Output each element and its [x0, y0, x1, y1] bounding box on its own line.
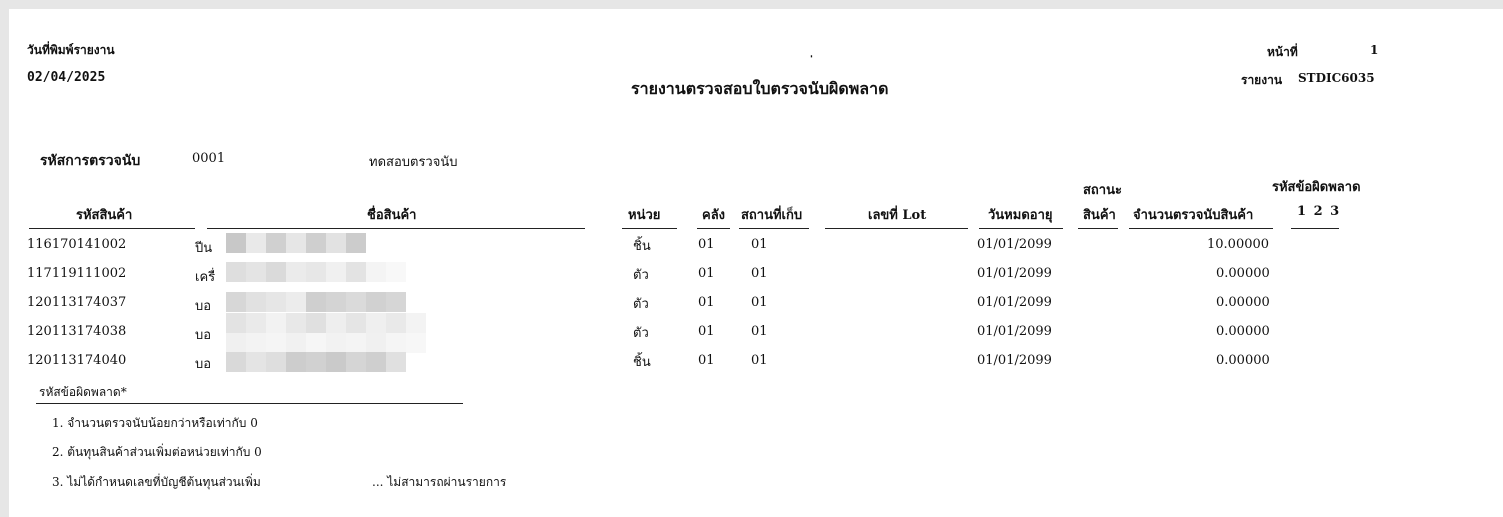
- legend-underline: [36, 403, 463, 404]
- warehouse: 01: [698, 295, 715, 310]
- redacted-block: [226, 233, 366, 253]
- product-code: 116170141002: [27, 237, 127, 252]
- col-header-unit: หน่วย: [628, 208, 661, 223]
- count-description: ทดสอบตรวจนับ: [369, 155, 458, 170]
- legend-item: 2. ต้นทุนสินค้าส่วนเพิ่มต่อหน่วยเท่ากับ 0: [52, 445, 262, 459]
- report-label: รายงาน: [1241, 73, 1283, 87]
- unit: ตัว: [633, 326, 649, 341]
- location: 01: [751, 266, 768, 281]
- count-qty: 0.00000: [1216, 353, 1270, 368]
- col-header-location: สถานที่เก็บ: [741, 208, 803, 223]
- report-page: [9, 9, 1503, 517]
- error-code-header: รหัสข้อผิดพลาด: [1272, 180, 1361, 195]
- underline-count-qty: [1129, 228, 1273, 229]
- count-qty: 0.00000: [1216, 295, 1270, 310]
- expiry-date: 01/01/2099: [977, 324, 1052, 339]
- location: 01: [751, 237, 768, 252]
- col-header-product-code: รหัสสินค้า: [76, 208, 133, 223]
- col-header-lot: เลขที่ Lot: [868, 208, 927, 223]
- unit: ตัว: [633, 268, 649, 283]
- product-code: 117119111002: [27, 266, 127, 281]
- product-code: 120113174037: [27, 295, 127, 310]
- product-name: บอ: [195, 299, 212, 314]
- col-header-error-codes: 1 2 3: [1297, 204, 1340, 219]
- underline-location: [739, 228, 809, 229]
- location: 01: [751, 324, 768, 339]
- product-code: 120113174040: [27, 353, 127, 368]
- unit: ตัว: [633, 297, 649, 312]
- legend-item: 1. จำนวนตรวจนับน้อยกว่าหรือเท่ากับ 0: [52, 416, 258, 430]
- count-qty: 0.00000: [1216, 266, 1270, 281]
- underline-error-codes: [1291, 228, 1339, 229]
- location: 01: [751, 353, 768, 368]
- expiry-date: 01/01/2099: [977, 266, 1052, 281]
- count-code: 0001: [192, 151, 226, 166]
- count-label: รหัสการตรวจนับ: [40, 153, 141, 169]
- status-header-line1: สถานะ: [1083, 183, 1122, 198]
- print-date-label: วันที่พิมพ์รายงาน: [27, 43, 115, 57]
- expiry-date: 01/01/2099: [977, 353, 1052, 368]
- redacted-block: [226, 333, 426, 353]
- status-header-line2: สินค้า: [1083, 208, 1116, 223]
- legend-item: 3. ไม่ได้กำหนดเลขที่บัญชีต้นทุนส่วนเพิ่ม: [52, 475, 261, 489]
- product-name: บอ: [195, 357, 212, 372]
- warehouse: 01: [698, 237, 715, 252]
- product-name: ปีน: [195, 241, 213, 256]
- report-code: STDIC6035: [1298, 71, 1375, 85]
- legend-title: รหัสข้อผิดพลาด*: [39, 385, 127, 399]
- underline-product-code: [29, 228, 195, 229]
- page-number: 1: [1370, 43, 1379, 57]
- count-qty: 0.00000: [1216, 324, 1270, 339]
- unit: ชิ้น: [633, 239, 651, 254]
- redacted-block: [226, 352, 406, 372]
- print-date: 02/04/2025: [27, 70, 106, 85]
- report-title: รายงานตรวจสอบใบตรวจนับผิดพลาด: [631, 79, 889, 98]
- redacted-block: [226, 313, 426, 333]
- redacted-block: [226, 262, 406, 282]
- underline-product-name: [207, 228, 585, 229]
- underline-expiry: [979, 228, 1063, 229]
- underline-unit: [622, 228, 677, 229]
- warehouse: 01: [698, 266, 715, 281]
- expiry-date: 01/01/2099: [977, 237, 1052, 252]
- underline-lot: [825, 228, 968, 229]
- redacted-block: [226, 292, 406, 312]
- warehouse: 01: [698, 324, 715, 339]
- col-header-warehouse: คลัง: [702, 208, 726, 223]
- col-header-product-name: ชื่อสินค้า: [367, 208, 417, 223]
- location: 01: [751, 295, 768, 310]
- underline-status: [1078, 228, 1118, 229]
- underline-warehouse: [697, 228, 730, 229]
- page-label: หน้าที่: [1267, 45, 1298, 59]
- product-name: เครื่: [195, 270, 216, 285]
- legend-note: ... ไม่สามารถผ่านรายการ: [372, 475, 507, 489]
- expiry-date: 01/01/2099: [977, 295, 1052, 310]
- warehouse: 01: [698, 353, 715, 368]
- product-code: 120113174038: [27, 324, 127, 339]
- unit: ชิ้น: [633, 355, 651, 370]
- col-header-count-qty: จำนวนตรวจนับสินค้า: [1133, 208, 1254, 223]
- col-header-expiry: วันหมดอายุ: [988, 208, 1053, 223]
- count-qty: 10.00000: [1207, 237, 1270, 252]
- product-name: บอ: [195, 328, 212, 343]
